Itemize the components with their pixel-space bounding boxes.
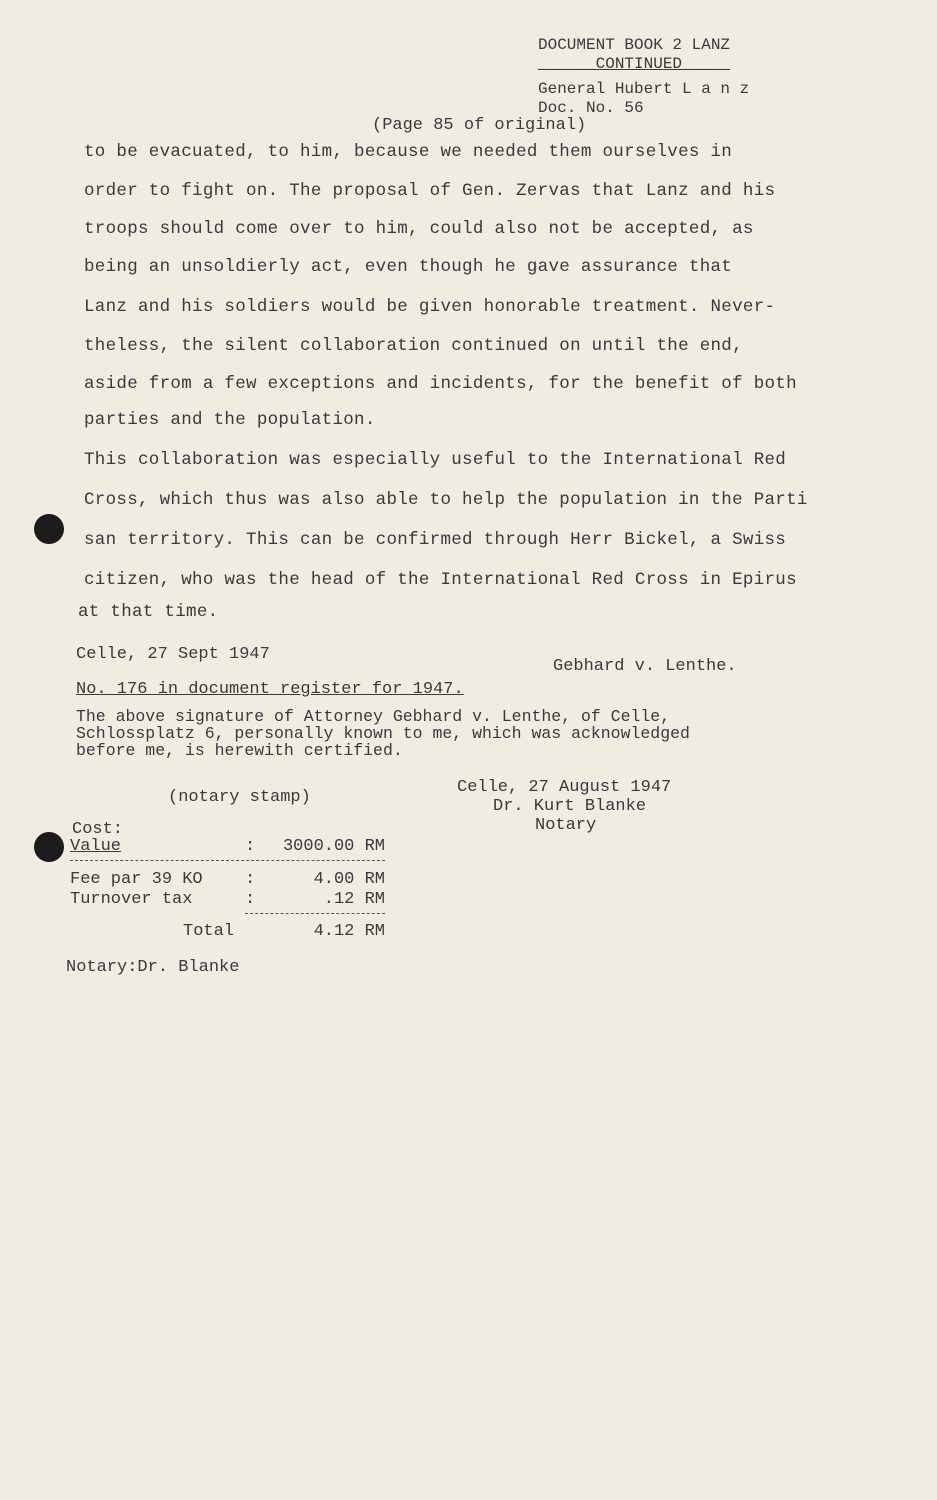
certification-line: Schlossplatz 6, personally known to me, which was acknowledged <box>76 724 690 743</box>
cost-total-label: Total <box>183 922 235 941</box>
paragraph1-line: parties and the population. <box>84 410 376 430</box>
page-reference: (Page 85 of original) <box>372 116 587 135</box>
punch-hole <box>34 514 64 544</box>
cost-value-separator: : <box>245 837 256 856</box>
paragraph1-line: Lanz and his soldiers would be given honorable treatment. Never- <box>84 297 776 317</box>
document-header <box>538 36 749 118</box>
cost-value-label: Value <box>70 837 122 856</box>
register-number: No. 176 in document register for 1947. <box>76 680 464 699</box>
paragraph2-line: Cross, which thus was also able to help the population in the Parti <box>84 490 808 510</box>
certification-line: The above signature of Attorney Gebhard v. Lenthe, of Celle, <box>76 707 671 726</box>
notary-name: Dr. Kurt Blanke <box>493 797 647 816</box>
cost-total-divider <box>245 913 385 914</box>
notary-title: Notary <box>535 816 597 835</box>
notary-block <box>457 778 671 835</box>
cost-fee-amount: 4.00 RM <box>313 870 385 889</box>
paragraph1-line: aside from a few exceptions and incidents, for the benefit of both <box>84 374 797 394</box>
cost-label: Cost: <box>72 820 124 839</box>
certification-line: before me, is herewith certified. <box>76 741 403 760</box>
attorney-signature: Gebhard v. Lenthe. <box>553 657 737 676</box>
paragraph1-line: theless, the silent collaboration continued on until the end, <box>84 336 743 356</box>
paragraph2-line: citizen, who was the head of the International Red Cross in Epirus <box>84 570 797 590</box>
cost-tax-separator: : <box>245 890 256 909</box>
punch-hole <box>34 832 64 862</box>
paragraph1-line: to be evacuated, to him, because we needed them ourselves in <box>84 142 733 162</box>
paragraph2-line: This collaboration was especially useful to the International Red <box>84 450 787 470</box>
cost-fee-separator: : <box>245 870 256 889</box>
cost-tax-label: Turnover tax <box>70 890 193 909</box>
footer-notary: Notary:Dr. Blanke <box>66 958 240 977</box>
paragraph1-line: being an unsoldierly act, even though he gave assurance that <box>84 257 733 277</box>
paragraph2-line: san territory. This can be confirmed through Herr Bickel, a Swiss <box>84 530 787 550</box>
place-date: Celle, 27 Sept 1947 <box>76 645 270 664</box>
notary-place-date: Celle, 27 August 1947 <box>457 778 672 797</box>
cost-fee-label: Fee par 39 KO <box>70 870 203 889</box>
paragraph1-line: order to fight on. The proposal of Gen. Zervas that Lanz and his <box>84 181 776 201</box>
paragraph2-line: at that time. <box>78 602 219 622</box>
paragraph1-line: troops should come over to him, could also not be accepted, as <box>84 219 754 239</box>
header-doc-number: Doc. No. 56 <box>538 99 644 117</box>
notary-stamp-placeholder: (notary stamp) <box>168 788 311 807</box>
cost-divider <box>70 860 385 861</box>
header-defendant: General Hubert L a n z <box>538 80 750 98</box>
header-book: DOCUMENT BOOK 2 LANZ <box>538 36 731 54</box>
cost-total-amount: 4.12 RM <box>313 922 385 941</box>
cost-tax-amount: .12 RM <box>323 890 385 909</box>
certification-text <box>76 708 690 759</box>
header-continued: ______CONTINUED_____ <box>538 55 731 73</box>
cost-value-amount: 3000.00 RM <box>282 837 385 856</box>
